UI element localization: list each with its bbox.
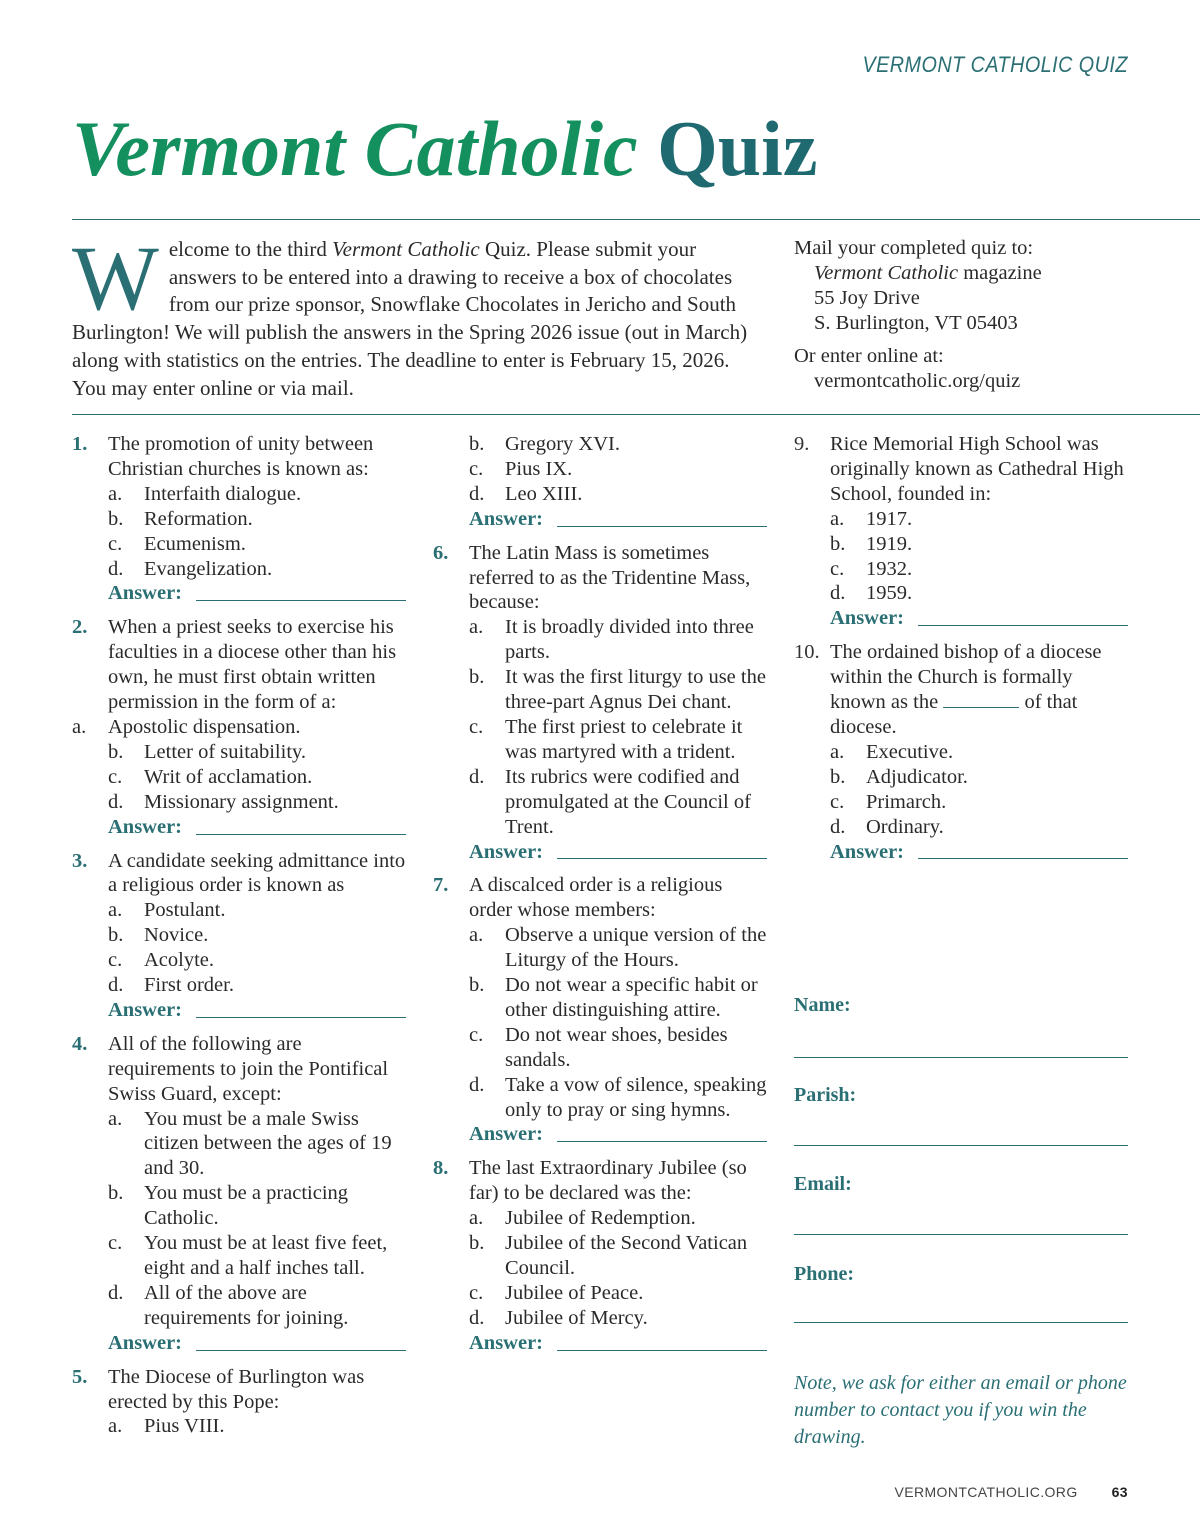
question-number: 5.	[72, 1365, 88, 1388]
page-number: 63	[1111, 1484, 1128, 1500]
intro-paragraph	[72, 227, 762, 402]
option-text: Jubilee of the Second Vatican Council.	[505, 1232, 748, 1279]
option-text: Take a vow of silence, speaking only to pray or sing hymns.	[505, 1073, 767, 1121]
option-a	[433, 923, 767, 973]
option-letter: b.	[469, 1232, 485, 1255]
option-text: All of the above are requirements for joining.	[144, 1281, 349, 1329]
option-text: It was the first liturgy to use the three-part Agnus Dei chant.	[505, 666, 766, 714]
phone-label: Phone:	[794, 1263, 854, 1285]
option-letter: c.	[108, 532, 123, 555]
option-letter: b.	[469, 666, 485, 689]
option-letter: b.	[469, 433, 485, 455]
mail-address-line3: S. Burlington, VT 05403	[814, 312, 1018, 334]
option-text: Jubilee of Mercy.	[505, 1306, 648, 1329]
option-text: You must be a male Swiss citizen between the ages of 19 and 30.	[144, 1107, 392, 1180]
option-b	[72, 507, 406, 532]
question-text: Rice Memorial High School was originally known as Cathedral High School, founded in:	[830, 433, 1124, 505]
option-text: Its rubrics were codified and promulgated at the Council of Trent.	[505, 765, 751, 838]
phone-field[interactable]	[794, 1322, 1128, 1323]
option-letter: d.	[830, 815, 846, 838]
option-letter: b.	[830, 532, 846, 555]
answer-line[interactable]	[196, 1350, 406, 1351]
option-letter: d.	[108, 790, 124, 813]
answer-line[interactable]	[196, 834, 406, 835]
option-b	[433, 1231, 767, 1281]
option-text: Novice.	[144, 924, 209, 947]
option-d	[72, 973, 406, 998]
option-letter: a.	[469, 1207, 484, 1230]
option-text: Adjudicator.	[866, 765, 968, 788]
option-d	[433, 482, 767, 507]
answer-line[interactable]	[918, 858, 1128, 859]
option-c	[794, 557, 1128, 582]
option-text: Jubilee of Redemption.	[505, 1207, 696, 1230]
question-number: 4.	[72, 1032, 88, 1055]
answer-field-6[interactable]	[433, 840, 767, 865]
name-field[interactable]	[794, 1057, 1128, 1058]
option-d	[433, 1306, 767, 1331]
intro-text-b: Quiz. Please submit your answers to be entered into a drawing to receive a box of chocolates from our prize sponsor, Snowflake Chocolates in Jericho and South Burlington! We will publish the answers in the Spring 2026 issue (out in March) along with statistics on the entries. The deadline to enter is February 15, 2026. You may enter online or via mail.	[72, 237, 748, 400]
option-letter: d.	[108, 974, 124, 997]
option-text: Ecumenism.	[144, 532, 246, 555]
answer-label: Answer:	[830, 840, 905, 863]
option-letter: a.	[108, 1415, 123, 1438]
option-letter: d.	[830, 582, 846, 605]
option-c	[72, 1231, 406, 1281]
option-text: It is broadly divided into three parts.	[505, 616, 754, 664]
option-text: Evangelization.	[144, 557, 273, 580]
option-text: Pius IX.	[505, 457, 573, 480]
question-text: A discalced order is a religious order whose members:	[469, 874, 723, 922]
option-text: Observe a unique version of the Liturgy of the Hours.	[505, 924, 767, 972]
answer-label: Answer:	[108, 582, 183, 605]
option-text: You must be at least five feet, eight and a half inches tall.	[144, 1232, 388, 1279]
answer-label: Answer:	[469, 1331, 544, 1354]
option-a	[72, 1414, 406, 1439]
option-text: You must be a practicing Catholic.	[144, 1182, 349, 1230]
option-text: Primarch.	[866, 790, 947, 813]
option-a	[433, 615, 767, 665]
option-letter: a.	[108, 899, 123, 922]
option-text: The first priest to celebrate it was martyred with a trident.	[505, 715, 743, 763]
option-a	[433, 1206, 767, 1231]
option-letter: d.	[469, 1306, 485, 1329]
intro-divider	[72, 414, 1200, 415]
option-letter: d.	[108, 557, 124, 580]
online-heading: Or enter online at:	[794, 345, 944, 367]
option-b	[433, 432, 767, 457]
answer-field-5[interactable]	[433, 507, 767, 532]
option-letter: c.	[469, 1281, 484, 1304]
intro-text-a: elcome to the third	[168, 237, 333, 261]
answer-field-2[interactable]	[72, 815, 406, 840]
option-text: Reformation.	[144, 507, 253, 530]
option-letter: b.	[830, 765, 846, 788]
question-2	[72, 615, 406, 839]
option-b	[72, 923, 406, 948]
option-b	[794, 532, 1128, 557]
online-url[interactable]: vermontcatholic.org/quiz	[814, 370, 1021, 392]
option-c	[433, 715, 767, 765]
option-d	[794, 815, 1128, 840]
option-letter: a.	[72, 715, 87, 738]
option-c	[72, 532, 406, 557]
top-divider	[72, 219, 1200, 220]
answer-line[interactable]	[196, 600, 406, 601]
option-letter: c.	[108, 1232, 123, 1255]
option-b	[794, 765, 1128, 790]
contact-note: Note, we ask for either an email or phone number to contact you if you win the drawing.	[794, 1372, 1127, 1448]
question-1	[72, 432, 406, 606]
option-a	[72, 715, 406, 740]
option-text: Missionary assignment.	[144, 790, 339, 813]
answer-label: Answer:	[108, 815, 183, 838]
answer-label: Answer:	[469, 507, 544, 530]
mail-instructions	[794, 236, 1154, 394]
question-text: The Diocese of Burlington was erected by this Pope:	[108, 1365, 365, 1413]
option-letter: c.	[469, 1023, 484, 1046]
email-field[interactable]	[794, 1234, 1128, 1235]
question-number: 6.	[433, 541, 449, 564]
question-text: A candidate seeking admittance into a religious order is known as	[108, 849, 406, 897]
option-a	[794, 740, 1128, 765]
option-letter: c.	[469, 715, 484, 738]
answer-label: Answer:	[469, 1123, 544, 1146]
option-text: Jubilee of Peace.	[505, 1281, 644, 1304]
answer-line[interactable]	[557, 1141, 767, 1142]
answer-field-4[interactable]	[72, 1331, 406, 1356]
option-text: Pius VIII.	[144, 1415, 225, 1438]
drop-cap: W	[72, 227, 159, 329]
option-text: Interfaith dialogue.	[144, 482, 302, 505]
option-letter: b.	[108, 924, 124, 947]
answer-label: Answer:	[469, 840, 544, 863]
option-letter: a.	[469, 924, 484, 947]
footer-site: VERMONTCATHOLIC.ORG	[894, 1484, 1078, 1500]
mail-magazine-name: Vermont Catholic	[814, 262, 959, 284]
option-letter: d.	[108, 1281, 124, 1304]
quiz-column-2	[433, 432, 767, 1365]
option-text: Acolyte.	[144, 949, 215, 972]
question-5	[72, 1365, 406, 1440]
answer-field-7[interactable]	[433, 1122, 767, 1147]
option-letter: c.	[108, 765, 123, 788]
option-c	[433, 1281, 767, 1306]
question-7	[433, 873, 767, 1147]
option-c	[433, 457, 767, 482]
option-d	[72, 790, 406, 815]
intro-magazine-name: Vermont Catholic	[332, 237, 480, 261]
question-5-continued	[433, 432, 767, 532]
mail-heading: Mail your completed quiz to:	[794, 237, 1034, 259]
email-label: Email:	[794, 1173, 852, 1195]
question-10	[794, 640, 1128, 864]
answer-line[interactable]	[918, 625, 1128, 626]
question-number: 10.	[794, 641, 820, 664]
page-footer	[894, 1484, 1128, 1500]
answer-line[interactable]	[196, 1017, 406, 1018]
question-number: 3.	[72, 849, 88, 872]
option-b	[433, 973, 767, 1023]
option-text: 1917.	[866, 507, 913, 530]
question-text: When a priest seeks to exercise his faculties in a diocese other than his own, he must first obtain written permission in the form of a:	[108, 616, 397, 714]
answer-field-9[interactable]	[794, 606, 1128, 631]
answer-field-1[interactable]	[72, 581, 406, 606]
fill-in-blank	[943, 707, 1019, 708]
option-d	[433, 765, 767, 840]
answer-label: Answer:	[108, 1331, 183, 1354]
option-letter: b.	[108, 740, 124, 763]
option-letter: a.	[469, 616, 484, 639]
question-text-a: The ordained bishop of a diocese within the Church is formally known as the	[830, 641, 1102, 714]
option-d	[433, 1073, 767, 1123]
question-text: The promotion of unity between Christian churches is known as:	[108, 433, 374, 480]
option-letter: c.	[830, 790, 845, 813]
answer-label: Answer:	[830, 607, 905, 630]
quiz-column-3	[794, 432, 1128, 873]
option-text: Letter of suitability.	[144, 740, 307, 763]
option-letter: a.	[108, 482, 123, 505]
mail-magazine-suffix: magazine	[958, 262, 1042, 284]
answer-line[interactable]	[557, 858, 767, 859]
mail-address-line2: 55 Joy Drive	[814, 287, 920, 309]
name-label: Name:	[794, 994, 851, 1016]
page-title	[72, 105, 818, 192]
option-d	[72, 557, 406, 582]
option-letter: b.	[108, 1182, 124, 1205]
option-b	[433, 665, 767, 715]
option-letter: a.	[108, 1107, 123, 1130]
option-c	[72, 948, 406, 973]
option-letter: c.	[108, 949, 123, 972]
question-text: The Latin Mass is sometimes referred to as the Tridentine Mass, because:	[469, 541, 751, 614]
option-text: Executive.	[866, 740, 954, 763]
title-part2: Quiz	[657, 105, 818, 192]
question-6	[433, 541, 767, 865]
option-a	[794, 507, 1128, 532]
option-text: Do not wear shoes, besides sandals.	[505, 1023, 728, 1071]
question-number: 7.	[433, 874, 449, 897]
option-d	[794, 581, 1128, 606]
question-number: 1.	[72, 433, 88, 455]
option-letter: a.	[830, 507, 845, 530]
option-text: Ordinary.	[866, 815, 944, 838]
question-4	[72, 1032, 406, 1356]
question-text: The last Extraordinary Jubilee (so far) to be declared was the:	[469, 1157, 747, 1205]
option-letter: a.	[830, 740, 845, 763]
option-text: 1959.	[866, 582, 913, 605]
option-letter: c.	[830, 557, 845, 580]
option-text: Leo XIII.	[505, 482, 583, 505]
option-c	[433, 1023, 767, 1073]
running-head: VERMONT CATHOLIC QUIZ	[862, 52, 1128, 77]
option-c	[794, 790, 1128, 815]
parish-label: Parish:	[794, 1084, 857, 1106]
option-text: Writ of acclamation.	[144, 765, 313, 788]
answer-field-8[interactable]	[433, 1331, 767, 1356]
question-text: All of the following are requirements to join the Pontifical Swiss Guard, except:	[108, 1032, 389, 1105]
question-number: 2.	[72, 616, 88, 639]
option-c	[72, 765, 406, 790]
answer-label: Answer:	[108, 998, 183, 1021]
option-text: Do not wear a specific habit or other distinguishing attire.	[505, 974, 758, 1021]
answer-line[interactable]	[557, 1350, 767, 1351]
question-8	[433, 1156, 767, 1355]
answer-field-10[interactable]	[794, 840, 1128, 865]
answer-field-3[interactable]	[72, 998, 406, 1023]
option-d	[72, 1281, 406, 1331]
question-text-b: of that diocese.	[830, 691, 1078, 738]
question-number: 8.	[433, 1157, 449, 1180]
question-number: 9.	[794, 433, 810, 455]
mail-address-line1	[794, 261, 1154, 286]
option-letter: d.	[469, 765, 485, 788]
option-letter: d.	[469, 482, 485, 505]
option-a	[72, 482, 406, 507]
answer-line[interactable]	[557, 526, 767, 527]
option-text: 1932.	[866, 557, 913, 580]
option-text: Gregory XVI.	[505, 433, 620, 455]
option-a	[72, 1107, 406, 1182]
option-b	[72, 740, 406, 765]
option-letter: b.	[469, 974, 485, 997]
option-text: Postulant.	[144, 899, 226, 922]
quiz-column-1	[72, 432, 406, 1439]
question-text	[830, 640, 1128, 740]
option-letter: b.	[108, 507, 124, 530]
option-a	[72, 898, 406, 923]
title-part1: Vermont Catholic	[72, 105, 638, 192]
option-letter: c.	[469, 457, 484, 480]
parish-field[interactable]	[794, 1145, 1128, 1146]
option-text: 1919.	[866, 532, 913, 555]
question-9	[794, 432, 1128, 631]
question-3	[72, 849, 406, 1023]
option-text: First order.	[144, 974, 234, 997]
option-b	[72, 1181, 406, 1231]
option-text: Apostolic dispensation.	[108, 715, 301, 738]
option-letter: d.	[469, 1073, 485, 1096]
